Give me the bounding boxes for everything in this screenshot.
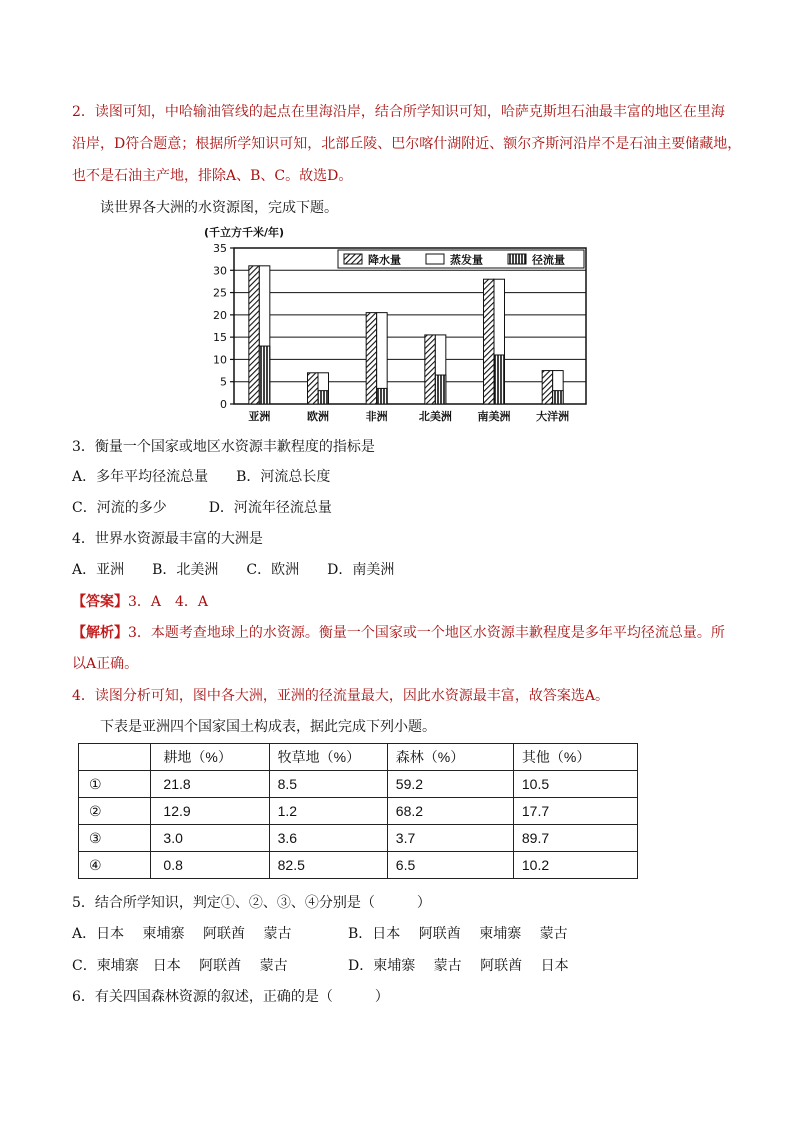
table-cell: 10.5 [513, 771, 637, 798]
table-cell: ③ [79, 825, 151, 852]
table-cell: 17.7 [513, 798, 637, 825]
plot-frame [234, 248, 586, 404]
question-5-option-a: A．日本 柬埔寨 阿联酋 蒙古 [72, 926, 292, 942]
question-5-option-c: C．柬埔寨 日本 阿联酋 蒙古 [72, 958, 288, 974]
question-3-stem: 3．衡量一个国家或地区水资源丰歉程度的指标是 [72, 439, 375, 455]
table-cell: 3.0 [151, 825, 269, 852]
bar-runoff [318, 391, 329, 404]
question-5-stem: 5．结合所学知识，判定①、②、③、④分别是（ ） [72, 895, 431, 911]
table-cell: 10.2 [513, 852, 637, 879]
land-composition-table [78, 743, 638, 879]
y-tick-label: 25 [213, 286, 227, 300]
x-tick-label: 亚洲 [248, 410, 271, 423]
table-row [79, 771, 638, 798]
table-cell: 68.2 [387, 798, 513, 825]
header-cell: 耕地（%） [151, 744, 269, 771]
table-header-row [79, 744, 638, 771]
bar-precipitation [366, 313, 377, 404]
bar-runoff [494, 355, 505, 404]
water-resources-chart [200, 222, 592, 426]
y-tick-label: 0 [220, 398, 227, 411]
answer-text: 3．A 4．A [128, 594, 209, 610]
analysis-line-3: 4．读图分析可知，图中各大洲，亚洲的径流量最大，因此水资源最丰富，故答案选A。 [72, 688, 610, 704]
y-tick-label: 10 [213, 353, 227, 367]
x-tick-label: 北美洲 [418, 410, 452, 423]
explanation-2-line-1: 2．读图可知，中哈输油管线的起点在里海沿岸，结合所学知识可知，哈萨克斯坦石油最丰富的地区在里海 [72, 104, 725, 120]
table-row [79, 798, 638, 825]
x-tick-label: 大洋洲 [536, 410, 570, 423]
question-5-option-d: D．柬埔寨 蒙古 阿联酋 日本 [348, 958, 569, 974]
y-axis-label: (千立方千米/年) [204, 226, 285, 239]
table-row [79, 825, 638, 852]
y-tick-label: 30 [213, 264, 227, 278]
question-3-options-cd: C．河流的多少 D．河流年径流总量 [72, 500, 332, 516]
y-tick-label: 20 [213, 308, 227, 322]
table-cell: 3.7 [387, 825, 513, 852]
answer-line [72, 592, 208, 612]
analysis-line-2: 以A正确。 [72, 656, 139, 672]
y-tick-label: 35 [213, 242, 227, 255]
legend-label: 降水量 [368, 253, 401, 267]
question-4-options: A．亚洲 B．北美洲 C．欧洲 D．南美洲 [72, 562, 395, 578]
question-4-stem: 4．世界水资源最丰富的大洲是 [72, 531, 263, 547]
header-cell: 森林（%） [387, 744, 513, 771]
table-intro: 下表是亚洲四个国家国土构成表，据此完成下列小题。 [100, 719, 436, 735]
table-cell: 21.8 [151, 771, 269, 798]
explanation-2-line-3: 也不是石油主产地，排除A、B、C。故选D。 [72, 168, 353, 184]
y-tick-label: 5 [220, 375, 227, 389]
table-cell: ④ [79, 852, 151, 879]
table-cell: 12.9 [151, 798, 269, 825]
analysis-line-1 [72, 623, 725, 643]
x-tick-label: 欧洲 [307, 410, 329, 423]
bar-precipitation [249, 266, 260, 404]
answer-tag: 【答案】 [72, 594, 128, 610]
header-cell: 其他（%） [513, 744, 637, 771]
x-tick-label: 南美洲 [477, 410, 511, 423]
table-cell: 1.2 [269, 798, 387, 825]
table-cell: 59.2 [387, 771, 513, 798]
bar-precipitation [308, 373, 319, 404]
table-row [79, 852, 638, 879]
legend-swatch [344, 254, 362, 264]
bar-runoff [259, 346, 269, 404]
table-cell: ① [79, 771, 151, 798]
header-cell [79, 744, 151, 771]
question-5-option-b: B．日本 阿联酋 柬埔寨 蒙古 [348, 926, 568, 942]
bar-runoff [377, 388, 388, 404]
table-cell: 89.7 [513, 825, 637, 852]
legend-swatch [508, 254, 526, 264]
bar-precipitation [542, 371, 553, 404]
legend-label: 蒸发量 [450, 253, 483, 267]
analysis-tag: 【解析】 [72, 625, 128, 641]
table-cell: 6.5 [387, 852, 513, 879]
table-cell: 82.5 [269, 852, 387, 879]
explanation-2-line-2: 沿岸，D符合题意；根据所学知识可知，北部丘陵、巴尔喀什湖附近、额尔齐斯河沿岸不是石油主要储藏地， [72, 136, 742, 152]
x-tick-label: 非洲 [365, 410, 388, 423]
table-cell: ② [79, 798, 151, 825]
bar-precipitation [484, 279, 495, 404]
bar-runoff [553, 391, 564, 404]
water-intro: 读世界各大洲的水资源图，完成下题。 [100, 200, 338, 216]
table-cell: 8.5 [269, 771, 387, 798]
bar-runoff [435, 375, 446, 404]
analysis-text-1: 3．本题考查地球上的水资源。衡量一个国家或一个地区水资源丰歉程度是多年平均径流总量。所 [128, 625, 725, 641]
legend-swatch [426, 254, 444, 264]
question-3-options-ab: A．多年平均径流总量 B．河流总长度 [72, 469, 331, 485]
header-cell: 牧草地（%） [269, 744, 387, 771]
legend-label: 径流量 [532, 253, 565, 267]
question-6-stem: 6．有关四国森林资源的叙述，正确的是（ ） [72, 989, 389, 1005]
bar-precipitation [425, 335, 436, 404]
table-cell: 3.6 [269, 825, 387, 852]
table-cell: 0.8 [151, 852, 269, 879]
y-tick-label: 15 [213, 331, 227, 345]
